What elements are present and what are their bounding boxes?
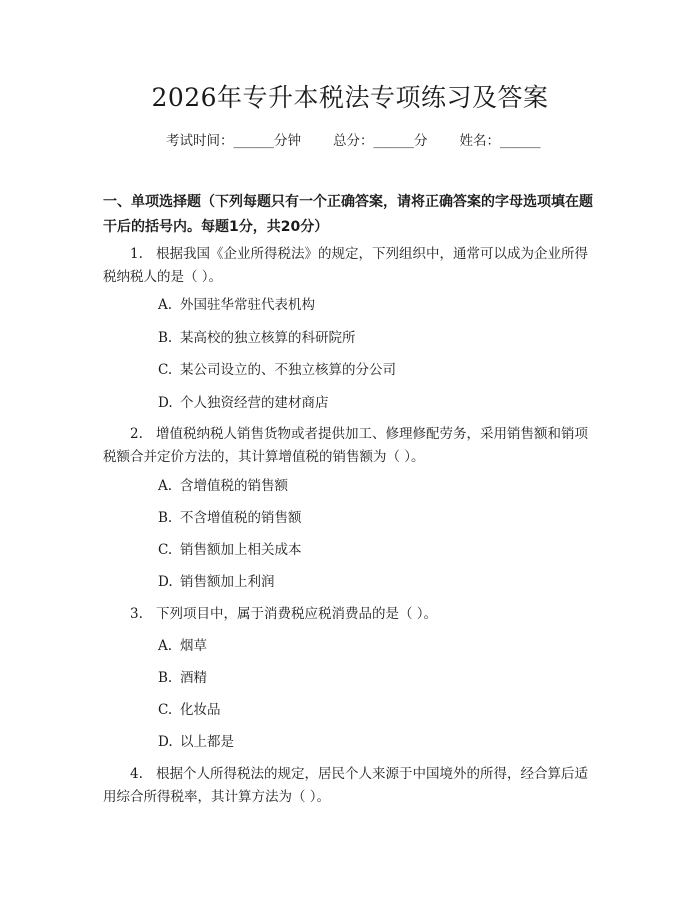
option-label: A. [158,478,173,494]
exam-time-field: 考试时间：______分钟 [166,133,301,149]
option-text: 个人独资经营的建材商店 [180,395,329,411]
question-text: 根据个人所得税法的规定，居民个人来源于中国境外的所得，经合算后适 [156,766,588,782]
option-text: 含增值税的销售额 [180,478,288,494]
section-heading [103,190,603,240]
option-label: B. [158,670,173,686]
question-3-option-a [158,636,207,656]
question-1-option-b [158,328,356,348]
option-label: C. [158,702,173,718]
option-label: C. [158,542,173,558]
option-text: 化妆品 [180,702,221,718]
question-text-cont: 税纳税人的是（ ）。 [103,269,223,285]
question-text: 增值税纳税人销售货物或者提供加工、修理修配劳务，采用销售额和销项 [156,426,588,442]
total-score-field: 总分：______分 [333,133,428,149]
option-label: A. [158,297,173,313]
option-label: B. [158,330,173,346]
question-text-cont: 税额合并定价方法的，其计算增值税的销售额为（ ）。 [103,449,425,465]
option-text: 烟草 [180,638,207,654]
question-1-stem [103,243,603,289]
option-text: 某高校的独立核算的科研院所 [180,330,356,346]
option-text: 不含增值税的销售额 [180,510,302,526]
question-text: 下列项目中，属于消费税应税消费品的是（ ）。 [156,606,438,622]
option-label: D. [158,395,173,411]
option-text: 某公司设立的、不独立核算的分公司 [180,362,396,378]
option-label: C. [158,362,173,378]
question-2-option-d [158,572,275,592]
option-text: 销售额加上利润 [180,574,275,590]
question-2-option-c [158,540,302,560]
question-3-option-d [158,732,234,752]
question-4-stem [103,763,603,809]
page-title: 2026年专升本税法专项练习及答案 [151,83,549,112]
question-1-option-c [158,360,396,380]
question-2-option-a [158,476,288,496]
question-1-option-d [158,393,329,413]
option-text: 销售额加上相关成本 [180,542,302,558]
option-text: 酒精 [180,670,207,686]
question-2-stem [103,423,603,469]
section-heading-line-1: 一、单项选择题（下列每题只有一个正确答案，请将正确答案的字母选项填在题 [103,194,593,210]
name-field: 姓名：______ [459,133,541,149]
question-text: 根据我国《企业所得税法》的规定，下列组织中，通常可以成为企业所得 [156,246,588,262]
question-2-option-b [158,508,302,528]
section-heading-line-2: 干后的括号内。每题1分，共20分） [103,219,329,235]
question-number: 3. [130,606,143,622]
option-label: B. [158,510,173,526]
option-label: D. [158,734,173,750]
question-number: 1. [130,246,143,262]
option-label: D. [158,574,173,590]
option-text: 外国驻华常驻代表机构 [180,297,315,313]
exam-info-line [166,131,541,151]
question-3-option-c [158,700,221,720]
question-number: 2. [130,426,143,442]
option-text: 以上都是 [180,734,234,750]
question-1-option-a [158,295,315,315]
question-text-cont: 用综合所得税率，其计算方法为（ ）。 [103,789,331,805]
question-3-option-b [158,668,207,688]
question-number: 4. [130,766,143,782]
option-label: A. [158,638,173,654]
question-3-stem [103,603,603,626]
